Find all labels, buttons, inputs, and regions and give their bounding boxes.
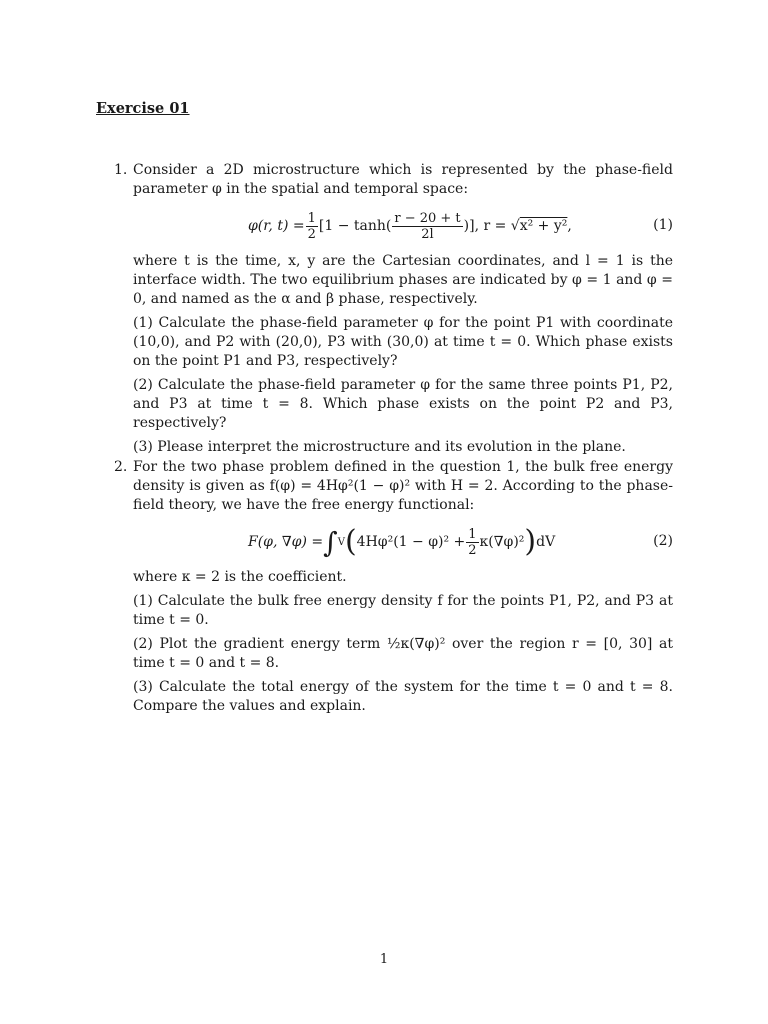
question-1-intro: Consider a 2D microstructure which is represented by the phase-field parameter φ in the spatial and temporal space:	[133, 162, 673, 197]
question-2-part-1: (1) Calculate the bulk free energy density f for the points P1, P2, and P3 at time t = 0.	[133, 593, 673, 628]
question-2-part-2: (2) Plot the gradient energy term ½κ(∇φ)² over the region r = [0, 30] at time t = 0 and t = 8.	[133, 636, 673, 671]
equation-number: (2)	[653, 533, 673, 549]
question-1-part-3: (3) Please interpret the microstructure and its evolution in the plane.	[133, 439, 626, 455]
question-1-after: where t is the time, x, y are the Cartesian coordinates, and l = 1 is the interface width. The two equilibrium phases are indicated by φ = 1 and φ = 0, and named as the α and β phase, respectively.	[133, 253, 673, 307]
exercise-title: Exercise 01	[96, 100, 190, 117]
question-2-intro: For the two phase problem defined in the question 1, the bulk free energy density is given as f(φ) = 4Hφ²(1 − φ)² with H = 2. According to the phase-field theory, we have the free energy functional:	[133, 459, 673, 513]
page-number: 1	[379, 952, 389, 967]
equation-2: F(φ, ∇φ) = ∫ V ( 4Hφ²(1 − φ)² + $\frac{1}{2}$ κ(∇φ)² ) dV (2)	[248, 524, 673, 559]
question-2-after: where κ = 2 is the coefficient.	[133, 569, 347, 585]
question-number: 1.	[114, 162, 128, 178]
question-1	[96, 161, 673, 457]
question-1-part-2: (2) Calculate the phase-field parameter φ for the same three points P1, P2, and P3 at time t = 8. Which phase exists on the point P2 and P3, respectively?	[133, 377, 673, 431]
equation-1: φ(r, t) = $\frac{1}{2}$ [1 − tanh( $\frac{r - 20 + t}{2l}$ )], r = √ x² + y² , (1)	[248, 210, 673, 242]
equation-number: (1)	[653, 217, 673, 233]
question-2	[96, 458, 673, 716]
question-2-part-3: (3) Calculate the total energy of the system for the time t = 0 and t = 8. Compare the values and explain.	[133, 679, 673, 714]
question-number: 2.	[114, 459, 128, 475]
question-1-part-1: (1) Calculate the phase-field parameter φ for the point P1 with coordinate (10,0), and P2 with (20,0), P3 with (30,0) at time t = 0. Which phase exists on the point P1 and P3, respectively?	[133, 315, 673, 369]
